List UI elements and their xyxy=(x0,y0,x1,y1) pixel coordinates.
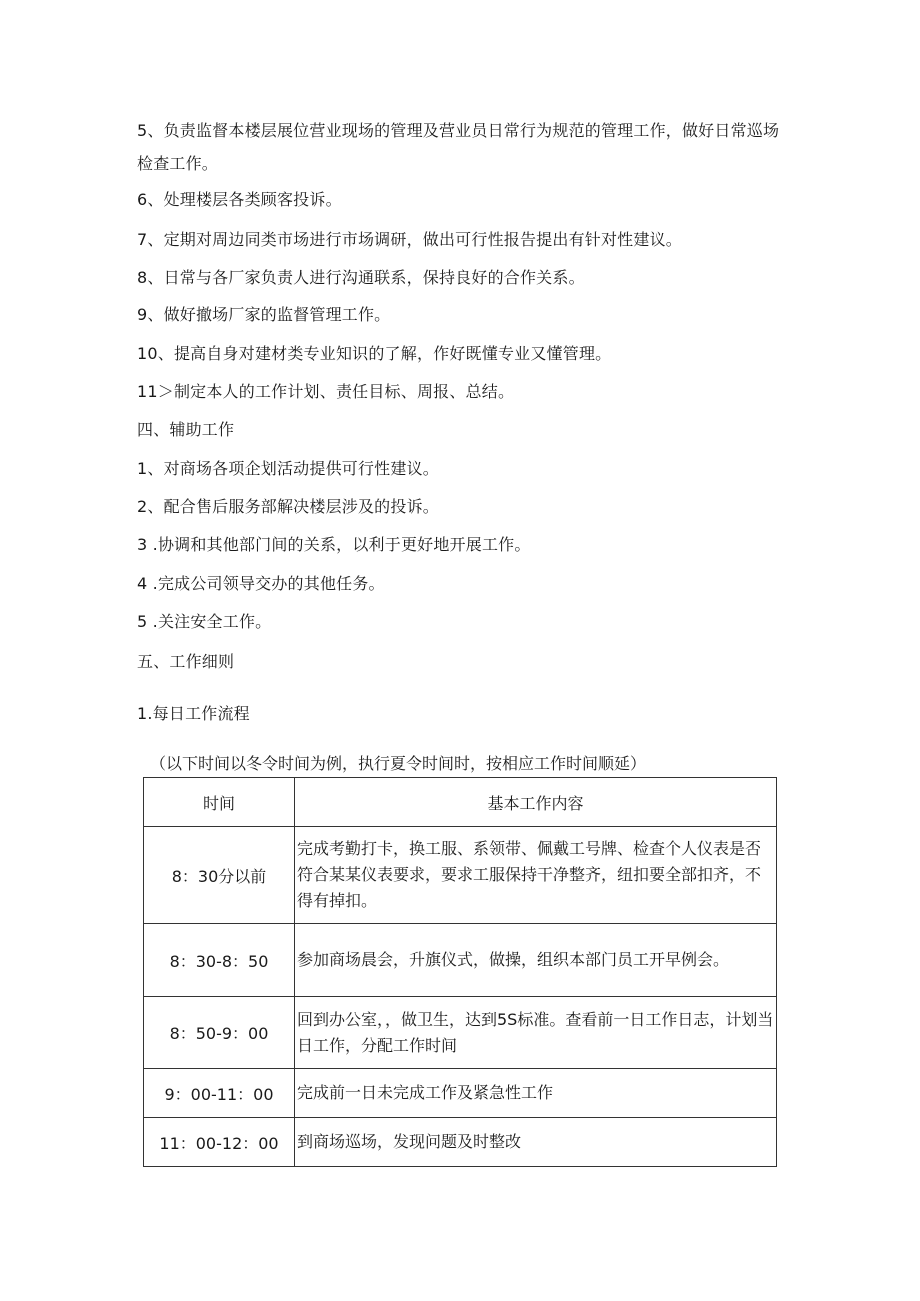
content-cell: 完成前一日未完成工作及紧急性工作 xyxy=(295,1069,777,1118)
section-heading-rules: 五、工作细则 xyxy=(137,652,235,671)
paragraph-item-11: 11＞制定本人的工作计划、责任目标、周报、总结。 xyxy=(137,382,515,401)
table-row xyxy=(144,997,777,1069)
assist-item-5: 5 .关注安全工作。 xyxy=(137,612,272,631)
paragraph-item-6: 6、处理楼层各类顾客投诉。 xyxy=(137,190,342,209)
table-row xyxy=(144,1069,777,1118)
assist-item-3: 3 .协调和其他部门间的关系，以利于更好地开展工作。 xyxy=(137,535,531,554)
header-content: 基本工作内容 xyxy=(295,778,777,827)
table-row xyxy=(144,1118,777,1167)
content-cell: 到商场巡场，发现问题及时整改 xyxy=(295,1118,777,1167)
header-time: 时间 xyxy=(144,778,295,827)
table-header-row xyxy=(144,778,777,827)
time-cell: 8：30-8：50 xyxy=(144,924,295,997)
paragraph-item-10: 10、提高自身对建材类专业知识的了解，作好既懂专业又懂管理。 xyxy=(137,344,612,363)
table-row xyxy=(144,827,777,924)
paragraph-item-8: 8、日常与各厂家负责人进行沟通联系，保持良好的合作关系。 xyxy=(137,268,585,287)
time-cell: 8：30分以前 xyxy=(144,827,295,924)
content-cell: 参加商场晨会，升旗仪式，做操，组织本部门员工开早例会。 xyxy=(295,924,777,997)
assist-item-1: 1、对商场各项企划活动提供可行性建议。 xyxy=(137,459,439,478)
paragraph-item-5: 5、负责监督本楼层展位营业现场的管理及营业员日常行为规范的管理工作，做好日常巡场检查工作。 xyxy=(137,121,780,173)
daily-schedule-table xyxy=(143,777,777,1167)
paragraph-item-7: 7、定期对周边同类市场进行市场调研，做出可行性报告提出有针对性建议。 xyxy=(137,230,682,249)
subsection-heading-daily-flow: 1.每日工作流程 xyxy=(137,704,250,723)
time-cell: 8：50-9：00 xyxy=(144,997,295,1069)
section-heading-assist: 四、辅助工作 xyxy=(137,420,235,439)
time-cell: 11：00-12：00 xyxy=(144,1118,295,1167)
table-row xyxy=(144,924,777,997)
paragraph-item-9: 9、做好撤场厂家的监督管理工作。 xyxy=(137,305,391,324)
time-note: （以下时间以冬令时间为例，执行夏令时间时，按相应工作时间顺延） xyxy=(150,754,647,773)
assist-item-4: 4 .完成公司领导交办的其他任务。 xyxy=(137,574,385,593)
assist-item-2: 2、配合售后服务部解决楼层涉及的投诉。 xyxy=(137,497,439,516)
content-cell: 完成考勤打卡，换工服、系领带、佩戴工号牌、检查个人仪表是否符合某某仪表要求，要求工服保持干净整齐，纽扣要全部扣齐，不得有掉扣。 xyxy=(295,827,777,924)
content-cell: 回到办公室，，做卫生，达到5S标准。查看前一日工作日志，计划当日工作，分配工作时间 xyxy=(295,997,777,1069)
time-cell: 9：00-11：00 xyxy=(144,1069,295,1118)
